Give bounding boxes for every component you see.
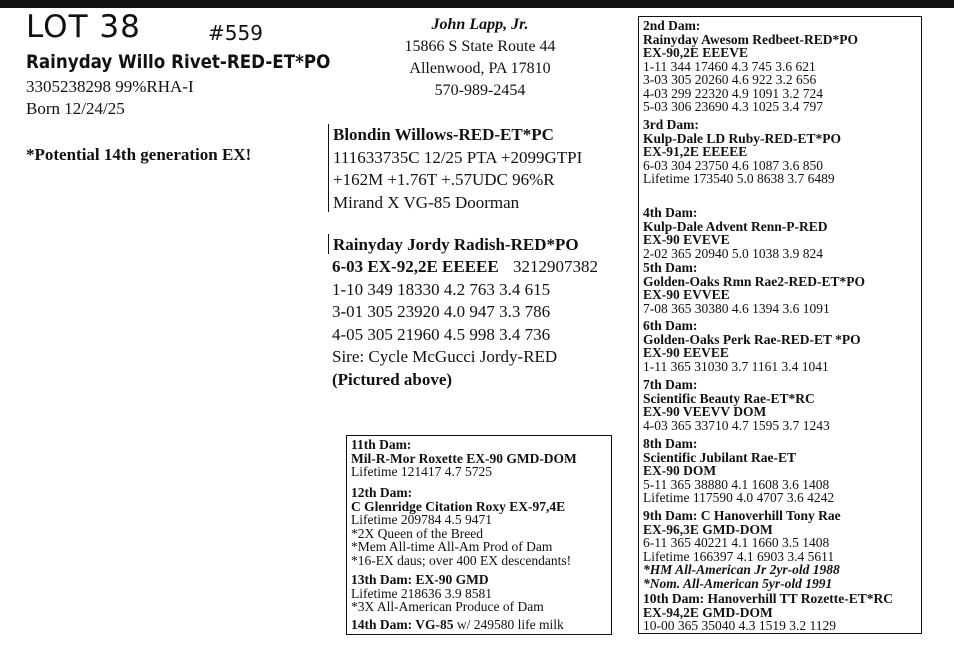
dam-line: EX-90 VEEVV DOM (643, 404, 767, 419)
dam-entry (351, 486, 571, 567)
consignor-name: John Lapp, Jr. (431, 16, 529, 33)
sire-line: Mirand X VG-85 Doorman (333, 192, 520, 212)
consignor-address1: 15866 S State Route 44 (404, 38, 556, 55)
dam-record: 4-05 305 21960 4.5 998 3.4 736 (332, 324, 551, 344)
dam-line: EX-90,2E EEEVE (643, 45, 749, 60)
dam-heading: 11th Dam: (351, 437, 412, 452)
dam-sire: Sire: Cycle McGucci Jordy-RED (332, 347, 558, 366)
dam-line: EX-96,3E GMD-DOM (643, 521, 773, 537)
dam-entry (643, 261, 865, 315)
pictured-note: (Pictured above) (332, 369, 453, 389)
dam-line: Mil-R-Mor Roxette EX-90 GMD-DOM (351, 450, 577, 466)
dam-entry (643, 437, 834, 505)
dam-heading: 4th Dam: (643, 205, 698, 220)
dam-heading: 13th Dam: EX-90 GMD (351, 572, 489, 587)
dam-line: 4-03 365 33710 4.7 1595 3.7 1243 (643, 417, 830, 433)
cow-name: Rainyday Willo Rivet-RED-ET*PO (26, 51, 331, 73)
dam-details (332, 256, 598, 391)
dam-heading: 2nd Dam: (643, 18, 701, 33)
dam-line: Lifetime 173540 5.0 8638 3.7 6489 (643, 171, 835, 186)
dam-line: Kulp-Dale Advent Renn-P-RED (643, 218, 828, 234)
born-date: Born 12/24/25 (26, 99, 125, 118)
dam-entry (643, 206, 828, 260)
dam-entry (351, 618, 564, 632)
lot-title: LOT 38 (26, 9, 141, 45)
dam-heading: 7th Dam: (643, 377, 698, 392)
dam-line: Lifetime 117590 4.0 4707 3.6 4242 (643, 490, 835, 505)
dam-heading: 8th Dam: (643, 436, 698, 451)
dam-line: 5-11 365 38880 4.1 1608 3.6 1408 (643, 476, 830, 492)
potential-note: *Potential 14th generation EX! (26, 145, 252, 164)
dam-line: Lifetime 209784 4.5 9471 (351, 512, 492, 527)
dam-line: Lifetime 218636 3.9 8581 (351, 585, 492, 601)
dam-line: C Glenridge Citation Roxy EX-97,4E (351, 498, 566, 514)
dam-heading: 10th Dam: Hanoverhill TT Rozette-ET*RC (643, 591, 893, 606)
dam-line: 4-03 299 22320 4.9 1091 3.2 724 (643, 85, 823, 101)
dam-line: EX-90 EEVEE (643, 345, 729, 360)
dam-line: EX-90 EVEVE (643, 232, 730, 247)
dam-heading: 14th Dam: VG-85 w/ 249580 life milk (351, 617, 564, 632)
dam-entry (643, 19, 858, 114)
lot-number: #559 (208, 21, 263, 45)
dam-line: *3X All-American Produce of Dam (351, 599, 544, 614)
dam-line: Lifetime 166397 4.1 6903 3.4 5611 (643, 548, 835, 564)
dam-line: 10-00 365 35040 4.3 1519 3.2 1129 (643, 618, 836, 633)
pedigree-box-right (638, 16, 922, 634)
dam-line: 1-11 365 31030 3.7 1161 3.4 1041 (643, 358, 829, 374)
dam-heading: 6th Dam: (643, 318, 698, 333)
dam-entry (643, 378, 830, 432)
dam-name: Rainyday Jordy Radish-RED*PO (333, 235, 579, 254)
top-rule (0, 0, 954, 8)
consignor-phone: 570-989-2454 (434, 82, 526, 99)
dam-line: Lifetime 121417 4.7 5725 (351, 464, 492, 479)
sire-block (328, 124, 633, 212)
dam-line: *Nom. All-American 5yr-old 1991 (643, 575, 833, 591)
dam-registration: 3212907382 (512, 257, 598, 276)
dam-line: Scientific Beauty Rae-ET*RC (643, 390, 815, 406)
dam-entry (351, 438, 577, 479)
registration-line: 3305238298 99%RHA-I (26, 77, 194, 96)
dam-line: EX-91,2E EEEEE (643, 144, 748, 159)
dam-line: EX-90 EVVEE (643, 287, 730, 302)
dam-block (328, 234, 633, 254)
dam-record: 1-10 349 18330 4.2 763 3.4 615 (332, 279, 551, 299)
dam-line: Golden-Oaks Perk Rae-RED-ET *PO (643, 331, 861, 347)
dam-line: 7-08 365 30380 4.6 1394 3.6 1091 (643, 300, 830, 316)
dam-record: 3-01 305 23920 4.0 947 3.3 786 (332, 302, 551, 321)
dam-line: Kulp-Dale LD Ruby-RED-ET*PO (643, 130, 842, 146)
dam-line: 6-03 304 23750 4.6 1087 3.6 850 (643, 157, 823, 173)
dam-entry (643, 509, 841, 590)
dam-heading: 9th Dam: C Hanoverhill Tony Rae (643, 508, 841, 523)
dam-classification: 6-03 EX-92,2E EEEEE (332, 257, 499, 276)
dam-line-tail: w/ 249580 life milk (453, 617, 564, 632)
dam-line: *16-EX daus; over 400 EX descendants! (351, 552, 572, 568)
dam-entry (643, 592, 893, 633)
dam-line: *Mem All-time All-Am Prod of Dam (351, 539, 553, 554)
dam-line: EX-90 DOM (643, 463, 717, 478)
dam-line: 3-03 305 20260 4.6 922 3.2 656 (643, 72, 817, 87)
sire-name: Blondin Willows-RED-ET*PC (333, 125, 554, 144)
dam-line: 5-03 306 23690 4.3 1025 3.4 797 (643, 99, 823, 114)
dam-heading: 12th Dam: (351, 485, 413, 500)
sire-line: 111633735C 12/25 PTA +2099GTPI (333, 147, 583, 167)
dam-line: *HM All-American Jr 2yr-old 1988 (643, 562, 840, 577)
sire-line: +162M +1.76T +.57UDC 96%R (333, 170, 555, 189)
dam-entry (643, 319, 861, 373)
dam-heading: 5th Dam: (643, 260, 698, 275)
dam-line: Rainyday Awesom Redbeet-RED*PO (643, 31, 858, 47)
dam-entry (643, 118, 841, 186)
pedigree-box-bottom (346, 435, 612, 635)
dam-line: *2X Queen of the Breed (351, 525, 483, 541)
consignor-address2: Allenwood, PA 17810 (409, 60, 551, 77)
dam-line: 2-02 365 20940 5.0 1038 3.9 824 (643, 245, 823, 261)
dam-line: Scientific Jubilant Rae-ET (643, 449, 797, 465)
dam-line: 6-11 365 40221 4.1 1660 3.5 1408 (643, 535, 830, 550)
dam-line: Golden-Oaks Rmn Rae2-RED-ET*PO (643, 273, 866, 289)
dam-entry (351, 573, 544, 614)
dam-line: EX-94,2E GMD-DOM (643, 604, 773, 620)
dam-line: 1-11 344 17460 4.3 745 3.6 621 (643, 58, 816, 74)
dam-heading: 3rd Dam: (643, 117, 699, 132)
